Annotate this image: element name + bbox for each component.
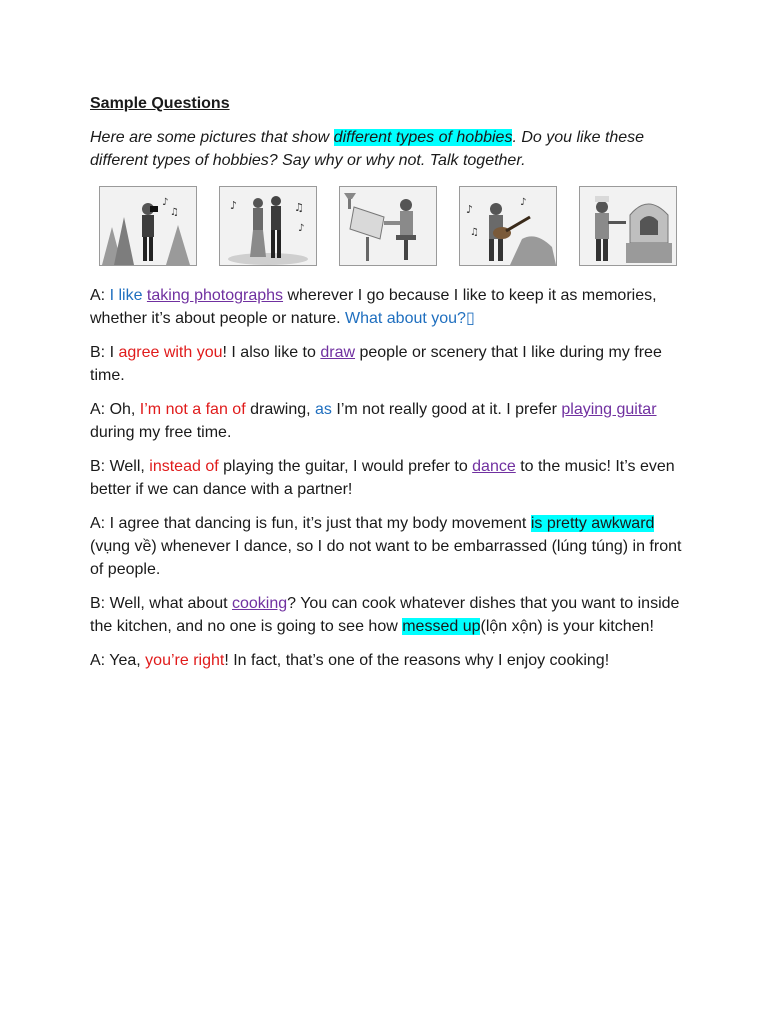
- text: ! In fact, that’s one of the reasons why I enjoy cooking!: [224, 652, 610, 669]
- phrase-red: you’re right: [145, 652, 225, 669]
- phrase-blue: What about you?▯: [344, 310, 475, 327]
- svg-text:♫: ♫: [470, 227, 479, 238]
- text: B: I: [90, 344, 119, 361]
- vocab-link-playing-guitar[interactable]: playing guitar: [561, 401, 657, 418]
- guitar-icon: [460, 187, 556, 265]
- text: A: Yea,: [90, 652, 146, 669]
- vocab-link-cooking[interactable]: cooking: [232, 595, 288, 612]
- phrase-red: instead of: [149, 458, 219, 475]
- svg-text:♫: ♫: [170, 207, 179, 218]
- vocab-link-taking-photographs[interactable]: taking photographs: [146, 287, 284, 304]
- text: playing the guitar, I would prefer to: [218, 458, 473, 475]
- vocab-link-dance[interactable]: dance: [472, 458, 516, 475]
- text: B: Well,: [90, 458, 150, 475]
- svg-text:♪: ♪: [230, 199, 238, 212]
- text: ! I also like to: [222, 344, 321, 361]
- phrase-highlight: is pretty awkward: [530, 515, 655, 532]
- intro-paragraph: [90, 126, 690, 172]
- dancing-couple-icon: [220, 187, 316, 265]
- photographer-icon: [100, 187, 196, 265]
- text: drawing,: [245, 401, 316, 418]
- drawing-icon: [340, 187, 436, 265]
- phrase-red: I’m not a fan of: [139, 401, 246, 418]
- cooking-icon: [580, 187, 676, 265]
- intro-text-end: . Do you like these different types of hobbies? Say why or why not. Talk together.: [90, 129, 645, 169]
- dialogue-line-2: [90, 341, 690, 387]
- phrase-blue: as: [315, 401, 332, 418]
- intro-text: Here are some pictures that show: [90, 129, 334, 146]
- text: wherever I go because I like to keep it as memories, whether it’s about people or nature.: [90, 287, 657, 327]
- dialogue-line-7: [90, 649, 690, 672]
- text: to the music! It’s even better if we can dance with a partner!: [90, 458, 675, 498]
- text: ? You can cook whatever dishes that you want to inside the kitchen, and no one is going to see how: [90, 595, 680, 635]
- intro-highlight: different types of hobbies: [333, 129, 513, 146]
- dialogue-line-5: [90, 512, 690, 581]
- dialogue-line-3: [90, 398, 690, 444]
- text: I’m not really good at it. I prefer: [331, 401, 562, 418]
- text: (lộn xộn) is your kitchen!: [480, 618, 654, 635]
- phrase-highlight: messed up: [402, 618, 481, 635]
- dancing-couple-illustration: [219, 186, 317, 266]
- page-title: Sample Questions: [90, 95, 230, 112]
- text: during my free time.: [90, 424, 232, 441]
- text: people or scenery that I like during my free time.: [90, 344, 662, 384]
- phrase-blue: I like: [109, 287, 143, 304]
- hobby-pictures: [99, 186, 690, 266]
- text: A: I agree that dancing is fun, it’s just that my body movement: [90, 515, 531, 532]
- photographer-illustration: [99, 186, 197, 266]
- phrase-red: agree with you: [118, 344, 223, 361]
- guitar-player-illustration: [459, 186, 557, 266]
- svg-text:♫: ♫: [294, 201, 304, 214]
- text: (vụng về) whenever I dance, so I do not want to be embarrassed (lúng túng) in front of people.: [90, 538, 682, 578]
- svg-text:♪: ♪: [162, 197, 169, 208]
- drawing-at-desk-illustration: [339, 186, 437, 266]
- cooking-chef-illustration: [579, 186, 677, 266]
- speaker-label: A:: [90, 287, 110, 304]
- dialogue-line-1: [90, 284, 690, 330]
- svg-text:♪: ♪: [466, 203, 474, 216]
- document-page: [90, 92, 690, 683]
- dialogue-line-4: [90, 455, 690, 501]
- vocab-link-draw[interactable]: draw: [320, 344, 356, 361]
- dialogue-line-6: [90, 592, 690, 638]
- svg-text:♪: ♪: [520, 197, 527, 208]
- text: B: Well, what about: [90, 595, 232, 612]
- text: A: Oh,: [90, 401, 140, 418]
- svg-text:♪: ♪: [298, 223, 305, 234]
